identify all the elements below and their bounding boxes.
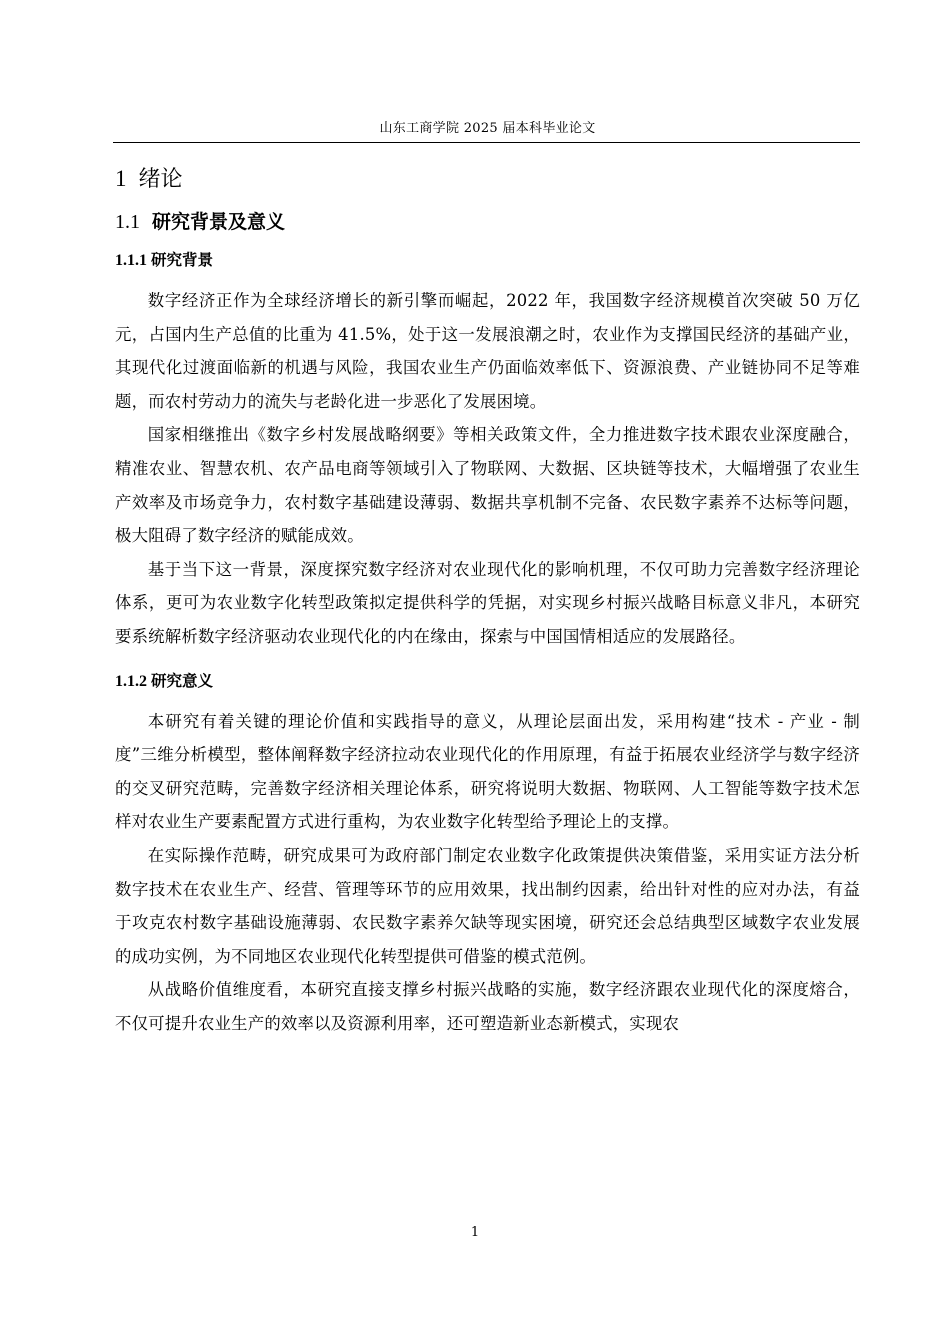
section-title: 研究背景及意义: [152, 211, 286, 233]
page-content: [115, 162, 860, 1040]
subsection-number: 1.1.2: [115, 672, 147, 690]
section-heading: [115, 207, 860, 237]
spacer: [115, 654, 860, 668]
subsection-title: 研究意义: [151, 671, 214, 690]
running-header: 山东工商学院 2025 届本科毕业论文: [379, 121, 596, 136]
subsection-title: 研究背景: [151, 251, 214, 269]
section-number: 1.1: [115, 211, 140, 233]
paragraph: 在实际操作范畴，研究成果可为政府部门制定农业数字化政策提供决策借鉴，采用实证方法分析数字技术在农业生产、经营、管理等环节的应用效果，找出制约因素，给出针对性的应对办法，有益于攻克农村数字基础设施薄弱、农民数字素养欠缺等现实困境，研究还会总结典型区域数字农业发展的成功实例，为不同地区农业现代化转型提供可借鉴的模式范例。: [115, 845, 860, 966]
paragraph: 基于当下这一背景，深度探究数字经济对农业现代化的影响机理，不仅可助力完善数字经济理论体系，更可为农业数字化转型政策拟定提供科学的凭据，对实现乡村振兴战略目标意义非凡，本研究要系统解析数字经济驱动农业现代化的内在缘由，探索与中国国情相适应的发展路径。: [115, 559, 860, 646]
subsection-number: 1.1.1: [115, 252, 147, 269]
chapter-title: 绪论: [138, 167, 183, 192]
paragraph: 从战略价值维度看，本研究直接支撑乡村振兴战略的实施，数字经济跟农业现代化的深度熔合，不仅可提升农业生产的效率以及资源利用率，还可塑造新业态新模式，实现农: [115, 980, 860, 1033]
paragraph: 数字经济正作为全球经济增长的新引擎而崛起，2022 年，我国数字经济规模首次突破 50 万亿元，占国内生产总值的比重为 41.5%，处于这一发展浪潮之时，农业作为支撑国民经济的基础产业，其现代化过渡面临新的机遇与风险，我国农业生产仍面临效率低下、资源浪费、产业链协同不足等难题，而农村劳动力的流失与老龄化进一步恶化了发展困境。: [115, 291, 860, 411]
page-number: 1: [470, 1225, 480, 1240]
chapter-heading: [115, 162, 860, 197]
paragraph: 国家相继推出《数字乡村发展战略纲要》等相关政策文件，全力推进数字技术跟农业深度融合，精准农业、智慧农机、农产品电商等领域引入了物联网、大数据、区块链等技术，大幅增强了农业生产效率及市场竞争力，农村数字基础建设薄弱、数据共享机制不完备、农民数字素养不达标等问题，极大阻碍了数字经济的赋能成效。: [115, 425, 860, 546]
chapter-number: 1: [115, 166, 127, 191]
subsection-heading-background: [115, 247, 860, 274]
subsection-heading-significance: [115, 668, 860, 695]
header-rule: [113, 142, 860, 143]
paragraph: 本研究有着关键的理论价值和实践指导的意义，从理论层面出发，采用构建“技术 - 产业 - 制度”三维分析模型，整体阐释数字经济拉动农业现代化的作用原理，有益于拓展农业经济学与数字经济的交叉研究范畴，完善数字经济相关理论体系，研究将说明大数据、物联网、人工智能等数字技术怎样对农业生产要素配置方式进行重构，为农业数字化转型给予理论上的支撑。: [115, 711, 860, 832]
